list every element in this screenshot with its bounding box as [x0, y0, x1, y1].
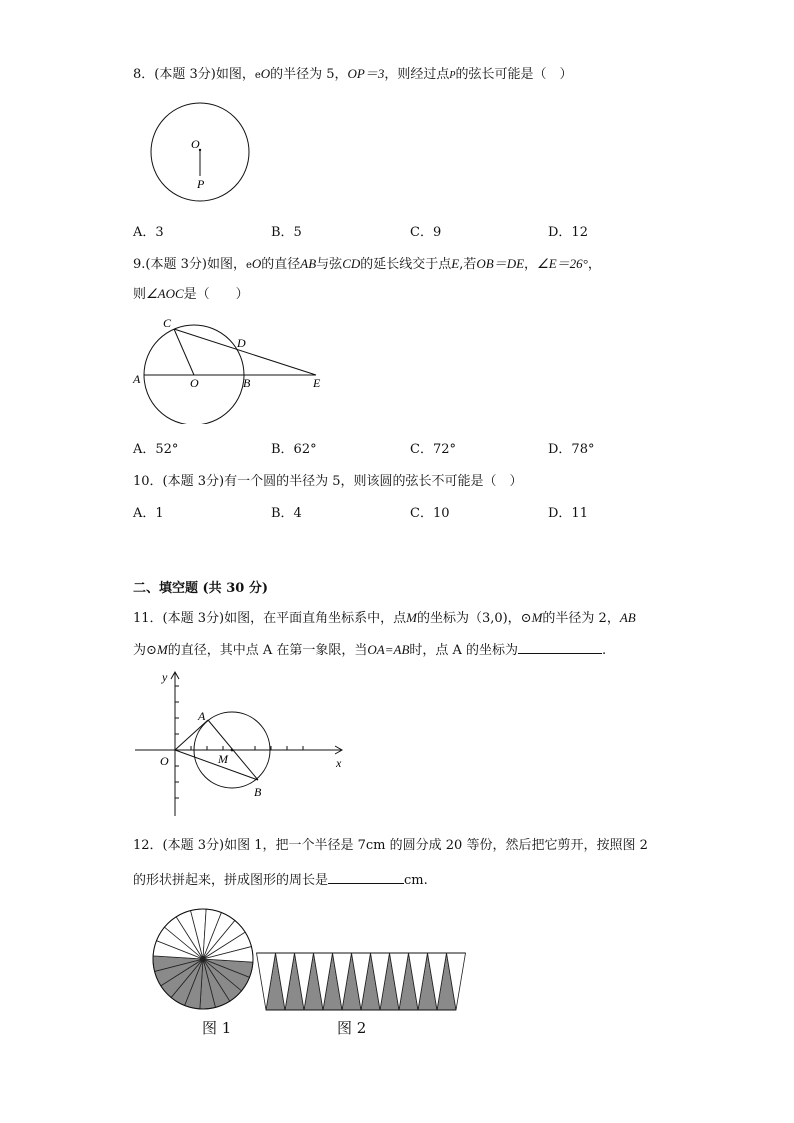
- q12-stem-line1: 12．(本题 3分)如图 1，把一个半径是 7cm 的圆分成 20 等份，然后把它剪开，按照图 2: [133, 838, 648, 853]
- q12-answer-blank[interactable]: [328, 871, 404, 884]
- q8-option-b[interactable]: B．5: [271, 225, 302, 240]
- q11-label-b: B: [254, 785, 262, 799]
- q10-option-a[interactable]: A．1: [133, 506, 164, 521]
- q8-label-o: O: [191, 137, 200, 151]
- section-heading-fill-in: 二、填空题 (共 30 分): [133, 581, 268, 596]
- q11-label-y: y: [162, 670, 168, 684]
- q10-stem: 10．(本题 3分)有一个圆的半径为 5，则该圆的弦长不可能是（ ）: [133, 474, 523, 489]
- q9-option-b[interactable]: B．62°: [271, 442, 317, 457]
- q11-figure: [130, 668, 350, 823]
- q9-figure: [130, 314, 330, 424]
- q9-option-d[interactable]: D．78°: [548, 442, 595, 457]
- q10-option-b[interactable]: B．4: [271, 506, 302, 521]
- q11-label-o: O: [160, 754, 169, 768]
- q9-label-e: E: [313, 376, 321, 390]
- q8-stem: 8．(本题 3分)如图，eO的半径为 5，OP＝3，则经过点P的弦长可能是（ ）: [133, 66, 573, 82]
- q12-caption-fig2: 图 2: [337, 1019, 367, 1037]
- q9-option-a[interactable]: A．52°: [133, 442, 179, 457]
- q11-stem-line1: 11．(本题 3分)如图，在平面直角坐标系中，点M的坐标为（3,0)，⊙M的半径为 2，AB: [133, 610, 636, 626]
- q12-figures: [148, 908, 468, 1048]
- q9-stem-line2: 则∠AOC是（ ）: [133, 286, 249, 302]
- q11-stem-line2: 为⊙M的直径，其中点 A 在第一象限，当OA=AB时，点 A 的坐标为 .: [133, 642, 607, 658]
- q10-option-d[interactable]: D．11: [548, 506, 588, 521]
- q9-label-a: A: [133, 372, 141, 386]
- q11-segment-oa: [175, 720, 208, 750]
- q12-figure1-circle: [153, 909, 253, 1009]
- q11-label-m: M: [218, 752, 228, 766]
- q11-label-x: x: [336, 756, 342, 770]
- q8-option-a[interactable]: A．3: [133, 225, 164, 240]
- q9-label-b: B: [243, 376, 251, 390]
- q9-stem-line1: 9.(本题 3分)如图，eO的直径AB与弦CD的延长线交于点E,若OB＝DE，∠E＝26°，: [133, 256, 601, 272]
- q12-caption-fig1: 图 1: [202, 1019, 232, 1037]
- q8-option-d[interactable]: D．12: [548, 225, 588, 240]
- q12-stem-line2: 的形状拼起来，拼成图形的周长是 cm.: [133, 873, 428, 888]
- q9-option-c[interactable]: C．72°: [410, 442, 456, 457]
- q11-answer-blank[interactable]: [518, 641, 602, 654]
- q9-segment-co: [174, 329, 194, 375]
- q9-label-c: C: [163, 316, 172, 330]
- q8-label-p: P: [197, 177, 205, 191]
- q12-figure2-strip: [257, 953, 466, 1010]
- q8-figure: [145, 100, 257, 206]
- q9-label-o: O: [190, 376, 199, 390]
- q10-option-c[interactable]: C．10: [410, 506, 450, 521]
- q11-label-a: A: [198, 709, 206, 723]
- q9-label-d: D: [237, 336, 246, 350]
- q8-option-c[interactable]: C．9: [410, 225, 442, 240]
